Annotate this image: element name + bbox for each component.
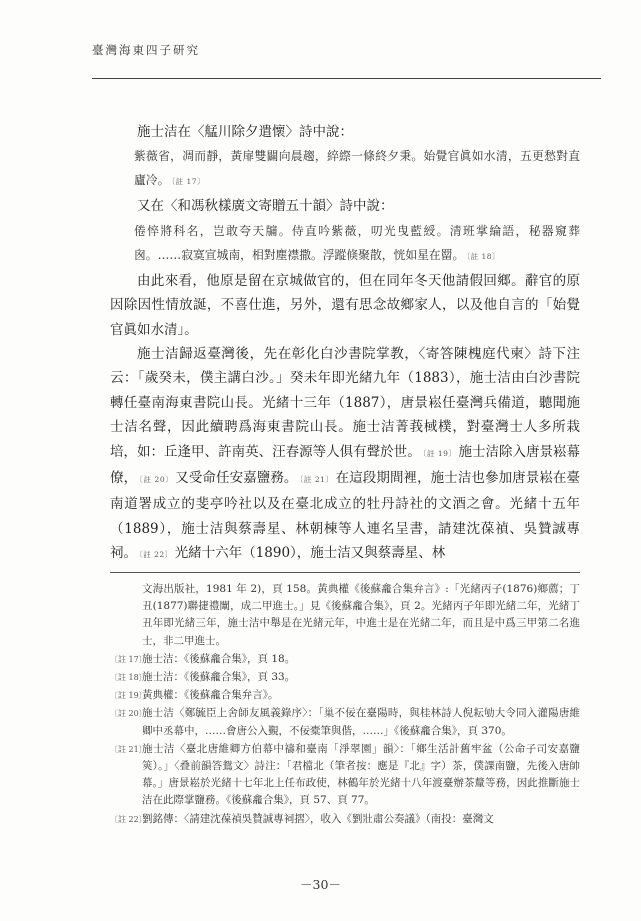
footnote-text: 施士洁：《後蘇龕合集》，頁 18。 bbox=[142, 652, 296, 665]
footnote-22 bbox=[110, 811, 580, 828]
footnote-label: 〔註 21〕 bbox=[110, 744, 147, 754]
footnote-label: 〔註 20〕 bbox=[110, 709, 147, 719]
quote-2-text: 倦悴將科名，岂敢夸天牖。侍直吟紫薇，叨光曳藍綬。清班掌綸語，秘器窺葬囪。……寂寞宣城南，相對塵襟撒。浮蹤倏聚散，恍如星在罶。 bbox=[134, 223, 580, 262]
footnote-text: 施士洁：《後蘇龕合集》，頁 33。 bbox=[142, 671, 296, 684]
footnote-text: 施士洁〈鄭毓臣上舍師友風義錄序〉：「巢不佞在臺陽時，與桂林詩人倪耘劬大令同入灌陽唐維卿中丞幕中，……會唐公入覲，不佞橐筆與偕，……」《後蘇龕合集》，頁 370。 bbox=[142, 707, 580, 737]
footnote-21 bbox=[110, 741, 580, 810]
intro-line-2: 又在〈和馮秋樣廣文寄贈五十韻〉詩中說： bbox=[137, 198, 394, 215]
paragraph-1: 由此來看，他原是留在京城做官的，但在同年冬天他請假回鄉。辭官的原因除因性情放誕，不喜仕進，另外，還有思念故鄉家人，以及他自言的「始覺官眞如水清」。 bbox=[110, 272, 580, 338]
paragraph-2-part-c: 又受命任安嘉鹽務。 bbox=[175, 470, 298, 487]
footnote-label: 〔註 18〕 bbox=[110, 673, 147, 683]
running-header: 臺灣海東四子研究 bbox=[92, 43, 200, 57]
paragraph-2-part-a: 施士洁歸返臺灣後，先在彰化白沙書院掌教，〈寄答陳槐庭代柬〉詩下注云：「歲癸未，僕主講白沙。」癸未年即光緒九年（1883），施士洁由白沙書院轉任臺南海東書院山長。光緒十三年（1887），唐景崧任臺灣兵備道，聽聞施士洁名聲，因此續聘爲海東書院山長。施士洁菁莪棫樸，對臺灣士人多所栽培，如：丘逢甲、許南英、汪春源等人俱有聲於世。 bbox=[110, 346, 580, 460]
poem-quote-2 bbox=[110, 219, 580, 269]
footnote-label: 〔註 19〕 bbox=[110, 691, 147, 701]
page-number: －30－ bbox=[300, 877, 341, 892]
footnotes bbox=[110, 580, 580, 829]
footnote-label: 〔註 22〕 bbox=[110, 814, 147, 824]
note-ref-22: 〔註 22〕 bbox=[139, 550, 173, 560]
paragraph-2-part-b: 施士洁除入唐景崧幕僚， bbox=[110, 443, 581, 487]
footnote-18 bbox=[110, 669, 580, 686]
paragraph-2-part-e: 光緒十六年（1890），施士洁又與蔡壽星、林 bbox=[174, 545, 446, 562]
quote-1-text: 紫薇省，凋而靜，黃扉雙闢向晨趨，綷縩一條終夕秉。始覺官眞如水清，五更愁對直廬冷。 bbox=[134, 149, 580, 188]
intro-line-1: 施士洁在〈艋川除夕遣懷〉詩中說： bbox=[137, 124, 353, 140]
poem-quote-1 bbox=[110, 144, 580, 194]
note-ref-20: 〔註 20〕 bbox=[139, 475, 174, 485]
footnote-continuation: 文海出版社，1981 年 2)，頁 158。黃典權《後蘇龕合集弁言》:「光緒丙子(1876)鄉薦；丁丑(1877)聯捷禮闈，成二甲進士。」見《後蘇龕合集》，頁 2。光緒丙子年即光緒二年，光緒丁丑年即光緒三年，施士洁中舉是在光緒元年，中進士是在光緒二年，而且是中爲三甲第二名進士，非二甲進士。 bbox=[142, 583, 580, 647]
footnote-label: 〔註 17〕 bbox=[110, 654, 147, 664]
footnote-text: 施士洁〈臺北唐維卿方伯幕中禱和臺南「淨翠園」韻〉：「鄉生活計舊牢盆（公命子司安嘉鹽筴）。」〈叠前韻答鴛文〉詩注：「君檔北（筆者按：應是『北』字）茶，僕課南鹽，先後入唐帥幕。」唐景崧於光緒十七年北上任布政使，林鶴年於光緒十八年渡臺辦茶釐等務，因此推斷施士洁在此際掌鹽務。《後蘇龕合集》，頁 57、頁 77。 bbox=[142, 742, 580, 807]
paragraph-2 bbox=[110, 342, 580, 568]
footnote-17 bbox=[110, 651, 580, 668]
main-text bbox=[110, 120, 580, 568]
footnote-text: 劉銘傳：〈請建沈葆禎吳贊誠專祠摺〉，收入《劉壯肅公奏議》（南投：臺灣文 bbox=[142, 812, 494, 825]
footnote-rule bbox=[110, 572, 580, 573]
note-ref-18: 〔註 18〕 bbox=[466, 251, 501, 261]
paragraph-2-part-d: 在這段期間裡，施士洁也參加唐景崧在臺南道署成立的斐亭吟社以及在臺北成立的牡丹詩社的文酒之會。光緒十五年（1889），施士洁與蔡壽星、林朝棟等人連名呈書，請建沈葆禎、吳贊誠專祠。 bbox=[110, 470, 581, 562]
footnote-text: 黃典權：《後蘇龕合集弁言》。 bbox=[142, 689, 279, 702]
note-ref-21: 〔註 21〕 bbox=[299, 475, 334, 485]
header-rule bbox=[92, 78, 601, 79]
footnote-20 bbox=[110, 705, 580, 739]
note-ref-17: 〔註 17〕 bbox=[171, 177, 206, 187]
note-ref-19: 〔註 19〕 bbox=[422, 448, 457, 458]
footnote-19 bbox=[110, 687, 580, 704]
